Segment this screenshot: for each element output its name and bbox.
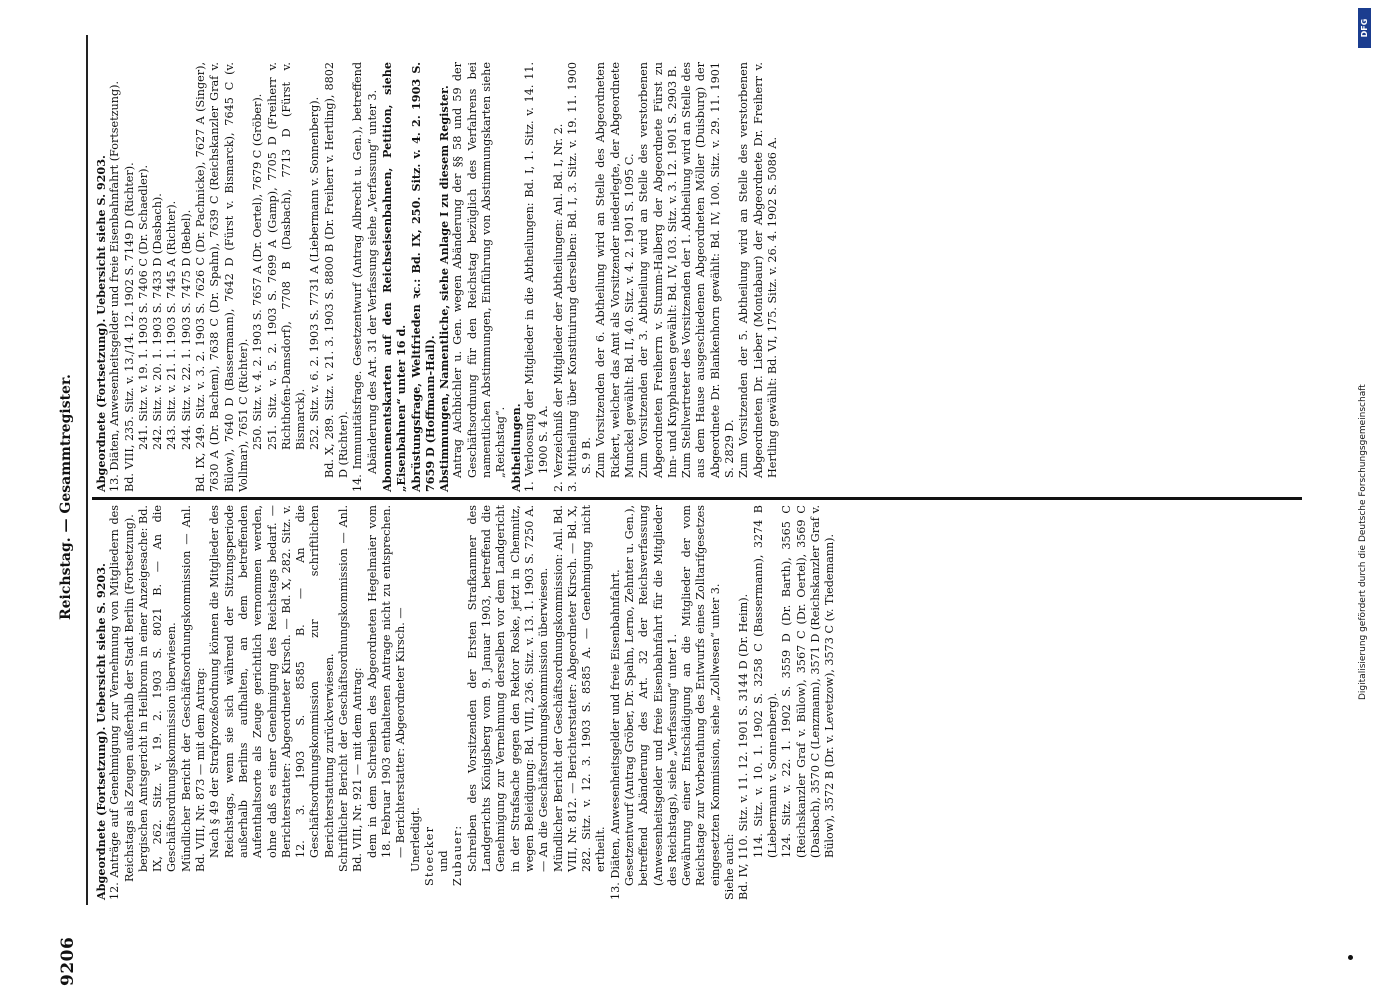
register-entry: 114. Sitz. v. 10. 1. 1902 S. 3258 C (Bassermann), 3274 B (Liebermann v. Sonnenberg). (751, 505, 779, 858)
register-entry: 244. Sitz. v. 22. 1. 1903 S. 7475 D (Bebel). (179, 209, 193, 450)
register-entry: 12. Anträge auf Genehmigung zur Vernehmung von Mitgliedern des Reichstags als Zeugen außerhalb der Stadt Berlin (Fortsetzung). (108, 505, 136, 900)
register-entry: 250. Sitz. v. 4. 2. 1903 S. 7657 A (Dr. Oertel), 7679 C (Gröber). (251, 93, 265, 450)
running-title: Reichstag. — Gesammtregister. (58, 374, 74, 620)
register-entry: 242. Sitz. v. 20. 1. 1903 S. 7433 D (Dasbach). (151, 193, 165, 450)
register-entry: 241. Sitz. v. 19. 1. 1903 S. 7406 C (Dr. Schaedler). (136, 164, 150, 450)
register-entry: Abonnementskarten auf den Reichseisenbahnen, Petition, siehe „Eisenbahnen“ unter 16 d. (379, 62, 409, 492)
register-entry: Stoecker (422, 825, 436, 886)
register-entry: Antrag Aichbichler u. Gen. wegen Abänderung der §§ 58 und 59 der Geschäftsordnung für den Reichstag bezüglich des Verfahrens bei namentlichen Abstimmungen, Einführung von Abstimmungskarten siehe „Reichstag“. (451, 62, 508, 478)
register-entry: 251. Sitz. v. 5. 2. 1903 S. 7699 A (Gamp), 7705 D (Freiherr v. Richthofen-Damsdorf), 7708 B (Dasbach), 7713 D (Fürst v. Bismarck). (265, 62, 308, 450)
register-entry: 2. Verzeichniß der Mitglieder der Abtheilungen: Anl. Bd. I, Nr. 2. (551, 123, 565, 492)
register-entry: Zum Vorsitzenden der 6. Abtheilung wird an Stelle des Abgeordneten Rickert, welcher das Amt als Vorsitzender niederlegte, der Abgeordnete Munckel gewählt: Bd. II, 40. Sitz. v. 4. 2. 1901 S. 1095 C. (594, 62, 636, 478)
register-entry: Abstimmungen, Namentliche, siehe Anlage I zu diesem Register. (437, 85, 452, 492)
register-entry: 243. Sitz. v. 21. 1. 1903 S. 7445 A (Richter). (165, 200, 179, 450)
register-entry: Zubauer: (451, 824, 465, 886)
register-entry: Abtheilungen. (508, 403, 523, 492)
register-entry: Nach § 49 der Strafprozeßordnung können die Mitglieder des Reichstags, wenn sie sich während der Sitzungsperiode außerhalb Berlins aufhalten, an dem betreffenden Aufenthaltsorte als Zeuge gerichtlich vernommen werden, ohne daß es einer Genehmigung des Reichstags bedarf. — Berichterstatter: Abgeordneter Kirsch. — Bd. X, 282. Sitz. v. 12. 3. 1903 S. 8585 B. — An die Geschäftsordnungskommission zur schriftlichen Berichterstattung zurückverwiesen. (208, 505, 336, 858)
register-entry: Zum Vorsitzenden der 3. Abtheilung wird an Stelle des verstorbenen Abgeordneten Freiherrn v. Stumm-Halberg der Abgeordnete Fürst zu Inn- und Knyphausen gewählt: Bd. IV, 103. Sitz. v. 3. 12. 1901 S. 2903 B. (637, 62, 679, 478)
register-entry: Zum Stellvertreter des Vorsitzenden der 1. Abtheilung wird an Stelle des aus dem Hause ausgeschiedenen Abgeordneten Möller (Duisburg) der Abgeordnete Dr. Blankenhorn gewählt: Bd. IV, 100. Sitz. v. 29. 11. 1901 S. 2829 D. (680, 62, 737, 478)
register-entry: 1. Verloosung der Mitglieder in die Abtheilungen: Bd. I, 1. Sitz. v. 14. 11. 1900 S. 4 A. (522, 62, 551, 492)
page-number: 9206 (58, 936, 78, 986)
header-rule (86, 35, 88, 905)
register-entry: 13. Diäten, Anwesenheitsgelder und freie Eisenbahnfahrt. (608, 569, 622, 900)
register-entry: Mündlicher Bericht der Geschäftsordnungskommission: Anl. Bd. VIII, Nr. 812. — Berichterstatter: Abgeordneter Kirsch. — Bd. X, 282. Sitz. v. 12. 3. 1903 S. 8585 A. — Genehmigung nicht ertheilt. (551, 505, 608, 872)
register-entry: 252. Sitz. v. 6. 2. 1903 S. 7731 A (Liebermann v. Sonnenberg). (308, 96, 322, 450)
register-entry: Bd. IV, 110. Sitz. v. 11. 12. 1901 S. 3144 D (Dr. Heim). (737, 593, 751, 900)
register-entry: 124. Sitz. v. 22. 1. 1902 S. 3559 D (Dr. Barth), 3565 C (Reichskanzler Graf v. Bülow), 3567 C (Dr. Oertel), 3569 C (Dasbach), 3570 C (Lenzmann), 3571 D (Reichskanzler Graf v. Bülow), 3572 B (Dr. v. Levetzow), 3573 C (v. Tiedemann). (780, 505, 837, 858)
column-rule (92, 497, 1302, 500)
register-entry: Siehe auch: (723, 833, 737, 900)
register-entry: Abrüstungsfrage, Weltfrieden ꝛc.: Bd. IX, 250. Sitz. v. 4. 2. 1903 S. 7659 D (Hoffmann-Hall). (408, 62, 437, 492)
register-entry: Bd. IX, 249. Sitz. v. 3. 2. 1903 S. 7626 C (Dr. Pachnicke), 7627 A (Singer), 7630 A (Dr. Bachem), 7638 C (Dr. Spahn), 7639 C (Reichskanzler Graf v. Bülow), 7640 D (Bassermann), 7642 D (Fürst v. Bismarck), 7645 C (v. Vollmar), 7651 C (Richter). (194, 62, 250, 492)
margin-dot (1348, 955, 1353, 960)
digitization-credit: Digitalisierung gefördert durch die Deutsche Forschungsgemeinschaft (1358, 384, 1368, 700)
register-entry: Bd. X, 289. Sitz. v. 21. 3. 1903 S. 8800 B (Dr. Freiherr v. Hertling), 8802 D (Richter). (322, 62, 351, 478)
register-entry: Gewährung einer Entschädigung an die Mitglieder der vom Reichstage zur Vorberathung des Entwurfs eines Zolltarifgesetzes eingesetzten Kommission, siehe „Zollwesen“ unter 3. (680, 505, 722, 886)
register-entry: und (437, 850, 451, 872)
left-column (94, 505, 837, 900)
register-entry: Abgeordnete (Fortsetzung). Uebersicht siehe S. 9203. (94, 155, 108, 492)
register-entry: bergischen Amtsgericht in Heilbronn in einer Anzeigesache: Bd. IX, 262. Sitz. v. 19. 2. 1903 S. 8021 B. — An die Geschäftsordnungskommission überwiesen. (136, 505, 179, 872)
register-entry: dem in dem Schreiben des Abgeordneten Hegelmaier vom 18. Februar 1903 enthaltenen Antrage nicht zu entsprechen. — Berichterstatter: Abgeordneter Kirsch. — (365, 505, 408, 858)
register-entry: Mündlicher Bericht der Geschäftsordnungskommission — Anl. Bd. VIII, Nr. 873 — mit dem Antrag: (179, 505, 208, 872)
register-entry: Bd. VIII, 235. Sitz. v. 13./14. 12. 1902 S. 7149 D (Richter). (122, 162, 136, 492)
dfg-logo: DFG (1358, 8, 1371, 48)
register-entry: Schreiben des Vorsitzenden der Ersten Strafkammer des Landgerichts Königsberg vom 9. Januar 1903, betreffend die Genehmigung zur Vernehmung derselben vor dem Landgericht in der Strafsache gegen den Rektor Roske, jetzt in Chemnitz, wegen Beleidigung: Bd. VIII, 236. Sitz. v. 13. 1. 1903 S. 7250 A. — An die Geschäftsordnungskommission überwiesen. (465, 505, 551, 872)
register-entry: 13. Diäten, Anwesenheitsgelder und freie Eisenbahnfahrt (Fortsetzung). (108, 80, 122, 492)
register-entry: Zum Vorsitzenden der 5. Abtheilung wird an Stelle des verstorbenen Abgeordneten Dr. Lieber (Montabaur) der Abgeordnete Dr. Freiherr v. Hertling gewählt: Bd. VI, 175. Sitz. v. 26. 4. 1902 S. 5086 A. (737, 62, 779, 478)
register-entry: 3. Mittheilung über Konstituirung derselben: Bd. I, 3. Sitz. v. 19. 11. 1900 S. 9 B. (565, 62, 594, 492)
register-entry: Unerledigt. (408, 807, 422, 872)
register-entry: 14. Immunitätsfrage. Gesetzentwurf (Antrag Albrecht u. Gen.), betreffend Abänderung des Art. 31 der Verfassung siehe „Verfassung“ unter 3. (351, 62, 379, 492)
register-entry: Schriftlicher Bericht der Geschäftsordnungskommission — Anl. Bd. VIII, Nr. 921 — mit dem Antrag: (337, 505, 365, 872)
register-entry: Abgeordnete (Fortsetzung). Uebersicht siehe S. 9203. (94, 563, 108, 900)
right-column (94, 62, 780, 492)
register-entry: Gesetzentwurf (Antrag Gröber, Dr. Spahn, Lerno, Zehnter u. Gen.), betreffend Abänderung des Art. 32 der Reichsverfassung (Anwesenheitsgelder und freie Eisenbahnfahrt für die Mitglieder des Reichstags), siehe „Verfassung“ unter 1. (622, 505, 679, 886)
